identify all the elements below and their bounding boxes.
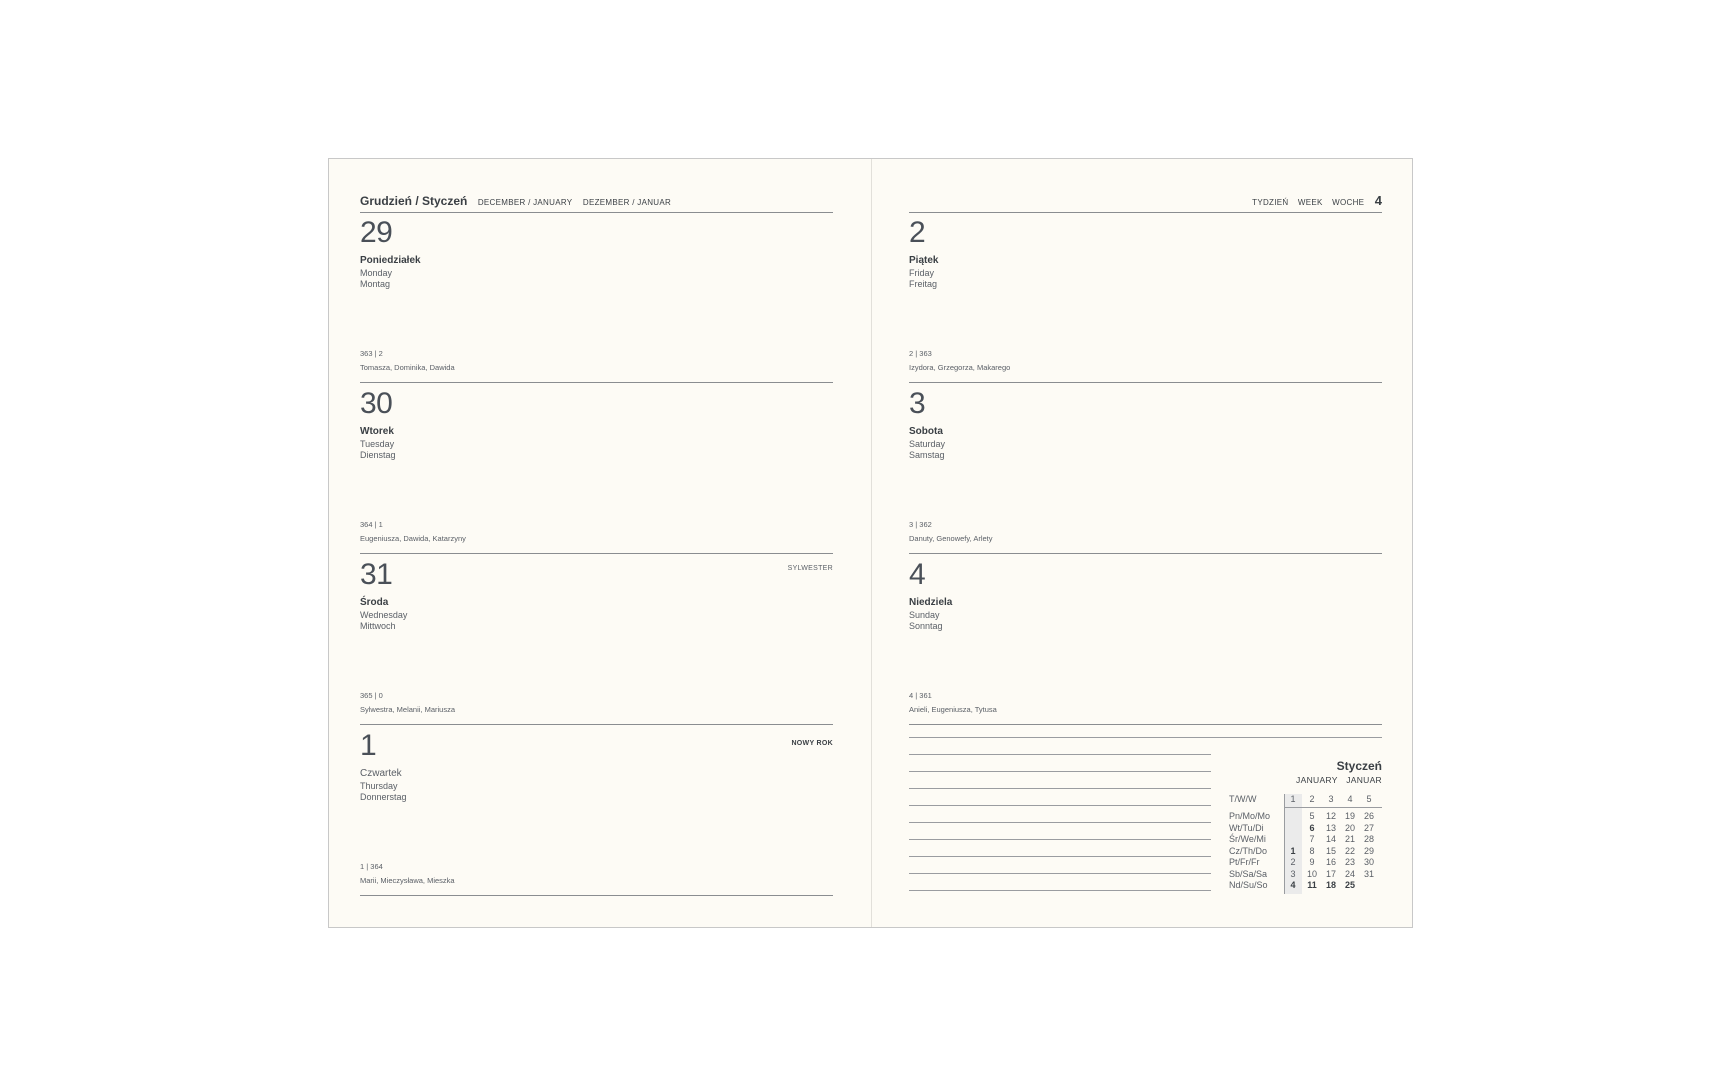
mini-calendar-sub-de: JANUAR [1346, 775, 1382, 785]
mini-calendar-title: Styczeń [1336, 759, 1382, 773]
right-page [909, 159, 1382, 927]
date-cell: 12 [1325, 811, 1336, 821]
month-subtitle-de: DEZEMBER / JANUAR [582, 198, 672, 207]
left-header [360, 192, 833, 213]
holiday-label: SYLWESTER [787, 565, 833, 572]
date-cell: 24 [1344, 868, 1355, 879]
week-label-pl: TYDZIEŃ [1252, 198, 1289, 207]
day-block[interactable] [360, 383, 833, 554]
note-line [909, 771, 1211, 772]
day-name-pl: Wtorek [360, 426, 394, 437]
day-name-pl: Niedziela [909, 597, 953, 608]
date-cell-holiday: 6 [1309, 822, 1315, 833]
date-cell: 17 [1325, 868, 1336, 879]
weekday-label: Pn/Mo/Mo [1229, 811, 1271, 821]
day-count: 3 | 362 [909, 520, 932, 529]
date-cell: 5 [1309, 811, 1315, 821]
date-cell: 2 [1290, 857, 1296, 867]
date-cell: 26 [1363, 811, 1374, 821]
week-number-cell: 3 [1328, 794, 1334, 804]
week-number-row [1229, 794, 1382, 805]
note-line [909, 890, 1211, 891]
week-number-cell: 2 [1309, 794, 1315, 804]
weekday-label: Nd/Su/So [1229, 880, 1268, 890]
calendar-row [1229, 834, 1382, 845]
day-name-en: Friday [909, 268, 935, 278]
day-name-en: Wednesday [360, 610, 408, 620]
day-number: 29 [360, 216, 393, 249]
page-fold [871, 159, 872, 927]
day-block[interactable] [909, 212, 1382, 383]
day-name-de: Montag [360, 279, 391, 289]
day-name-pl: Sobota [909, 426, 943, 437]
day-count: 365 | 0 [360, 691, 383, 700]
day-block[interactable] [909, 383, 1382, 554]
weekday-label: Pt/Fr/Fr [1229, 857, 1260, 867]
note-line [909, 822, 1211, 823]
calendar-row [1229, 811, 1382, 822]
name-days: Marii, Mieczysława, Mieszka [360, 876, 455, 885]
name-days: Eugeniusza, Dawida, Katarzyny [360, 534, 466, 543]
day-block[interactable] [360, 554, 833, 725]
date-cell: 21 [1344, 834, 1355, 844]
date-cell: 29 [1363, 845, 1374, 856]
day-name-pl: Środa [360, 597, 389, 608]
holiday-label: NOWY ROK [791, 740, 833, 747]
day-block[interactable] [360, 725, 833, 896]
day-number: 31 [360, 558, 393, 591]
day-name-pl: Poniedziałek [360, 255, 421, 266]
note-line [909, 856, 1211, 857]
day-count: 4 | 361 [909, 691, 932, 700]
calendar-row [1229, 880, 1382, 891]
date-cell: 10 [1306, 868, 1317, 879]
name-days: Anieli, Eugeniusza, Tytusa [909, 705, 997, 714]
week-column-label: T/W/W [1229, 794, 1257, 804]
month-title: Grudzień / Styczeń [360, 194, 468, 208]
date-cell: 31 [1363, 868, 1374, 879]
calendar-row [1229, 846, 1382, 857]
week-number: 4 [1374, 193, 1382, 208]
month-subtitle-en: DECEMBER / JANUARY [477, 198, 573, 207]
note-line [909, 737, 1382, 738]
day-count: 364 | 1 [360, 520, 383, 529]
day-number: 30 [360, 387, 393, 420]
date-cell: 23 [1344, 857, 1355, 867]
day-name-de: Mittwoch [360, 621, 396, 631]
day-count: 363 | 2 [360, 349, 383, 358]
left-page [360, 159, 833, 927]
mini-calendar-subtitle [1290, 775, 1382, 785]
day-name-de: Freitag [909, 279, 938, 289]
note-line [909, 839, 1211, 840]
day-count: 1 | 364 [360, 862, 383, 871]
week-label-de: WOCHE [1332, 198, 1365, 207]
week-number-cell: 4 [1347, 794, 1353, 804]
date-cell: 13 [1325, 822, 1336, 833]
note-line [909, 754, 1211, 755]
week-label-en: WEEK [1297, 198, 1323, 207]
day-name-en: Sunday [909, 610, 940, 620]
date-cell: 14 [1325, 834, 1336, 844]
weekday-label: Sb/Sa/Sa [1229, 868, 1268, 879]
day-name-en: Saturday [909, 439, 946, 449]
date-cell: 28 [1363, 834, 1374, 844]
name-days: Izydora, Grzegorza, Makarego [909, 363, 1011, 372]
day-block[interactable] [909, 554, 1382, 725]
day-number: 2 [909, 216, 926, 249]
weekday-label: Wt/Tu/Di [1229, 822, 1264, 833]
date-cell: 20 [1344, 822, 1355, 833]
note-line [909, 788, 1211, 789]
date-cell: 30 [1363, 857, 1374, 867]
weekday-label: Śr/We/Mi [1229, 834, 1266, 844]
day-name-en: Thursday [360, 781, 398, 791]
day-name-de: Donnerstag [360, 792, 407, 802]
date-cell-holiday: 1 [1290, 845, 1296, 856]
day-name-pl: Czwartek [360, 768, 402, 779]
day-block[interactable] [360, 212, 833, 383]
day-name-en: Tuesday [360, 439, 395, 449]
name-days: Tomasza, Dominika, Dawida [360, 363, 455, 372]
date-cell: 19 [1344, 811, 1355, 821]
day-name-de: Dienstag [360, 450, 396, 460]
note-line [909, 873, 1211, 874]
grid-divider-horizontal [1284, 807, 1382, 808]
day-number: 1 [360, 729, 377, 762]
date-cell: 7 [1309, 834, 1315, 844]
day-name-pl: Piątek [909, 255, 939, 266]
date-cell: 8 [1309, 845, 1315, 856]
week-number-cell: 5 [1366, 794, 1372, 804]
date-cell: 27 [1363, 822, 1374, 833]
name-days: Sylwestra, Melanii, Mariusza [360, 705, 456, 714]
weekday-label: Cz/Th/Do [1229, 845, 1268, 856]
calendar-row [1229, 823, 1382, 834]
date-cell: 9 [1309, 857, 1315, 867]
day-count: 2 | 363 [909, 349, 932, 358]
day-name-en: Monday [360, 268, 393, 278]
calendar-row [1229, 869, 1382, 880]
mini-calendar-sub-en: JANUARY [1296, 775, 1338, 785]
date-cell: 22 [1344, 845, 1355, 856]
date-cell-sunday: 25 [1344, 880, 1355, 890]
note-line [909, 805, 1211, 806]
day-name-de: Samstag [909, 450, 945, 460]
date-cell-sunday: 4 [1290, 880, 1296, 890]
week-number-cell: 1 [1290, 794, 1296, 804]
calendar-row [1229, 857, 1382, 868]
planner-spread [328, 158, 1413, 928]
date-cell: 3 [1290, 868, 1296, 879]
day-number: 4 [909, 558, 926, 591]
name-days: Danuty, Genowefy, Arlety [909, 534, 993, 543]
date-cell: 16 [1325, 857, 1336, 867]
day-number: 3 [909, 387, 926, 420]
day-name-de: Sonntag [909, 621, 943, 631]
date-cell: 15 [1325, 845, 1336, 856]
week-header [909, 192, 1382, 213]
date-cell-sunday: 11 [1307, 880, 1317, 890]
date-cell-sunday: 18 [1325, 880, 1336, 890]
